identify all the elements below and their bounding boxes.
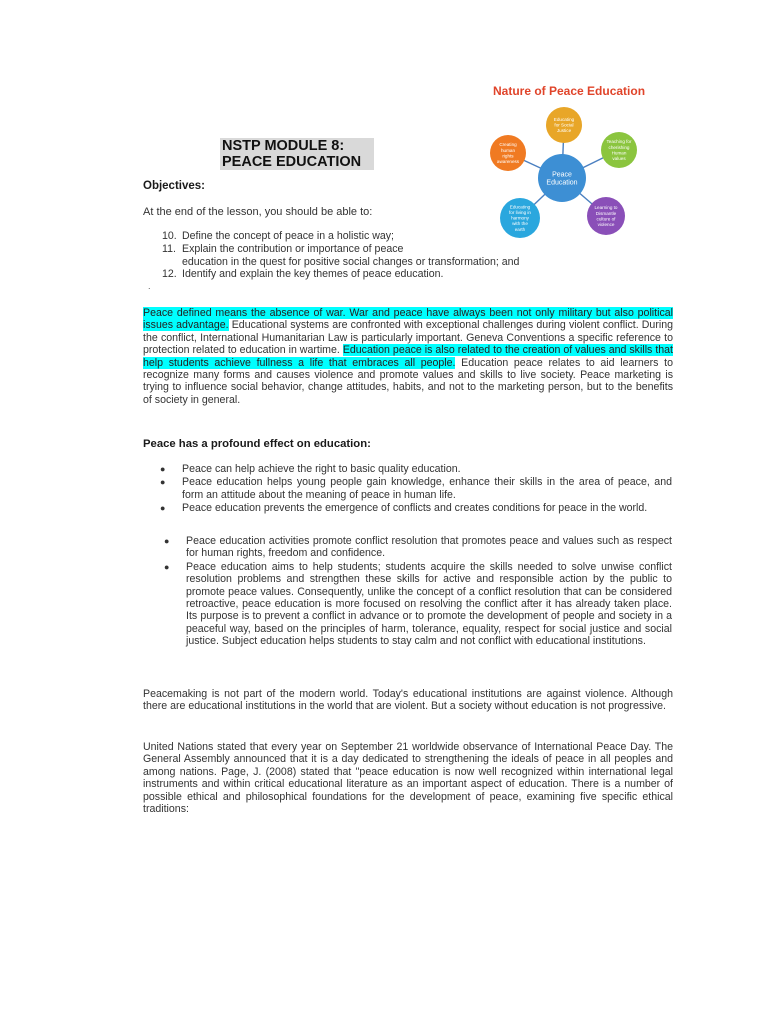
title-line-1: NSTP MODULE 8: [222, 138, 345, 154]
svg-text:for Social: for Social [554, 122, 574, 128]
objectives-intro: At the end of the lesson, you should be able to: [143, 206, 373, 218]
section-heading: Peace has a profound effect on education: [143, 438, 371, 450]
list-item: ● Peace education helps young people gain knowledge, enhance their skills in the area of peace, and form an attitude about the meaning of peace in human life. [160, 476, 672, 501]
paragraph: Peacemaking is not part of the modern world. Today's educational institutions are against violence. Although there are educational institutions in the world that are violent. But a society without education is not progressive. [143, 688, 673, 713]
svg-text:harmony: harmony [511, 215, 529, 221]
svg-text:Human: Human [611, 150, 627, 156]
bullet-icon: ● [160, 477, 166, 488]
svg-text:Education: Education [546, 179, 578, 187]
objectives-heading: Objectives: [143, 180, 205, 192]
svg-text:Justice: Justice [556, 128, 572, 134]
svg-text:violence: violence [597, 222, 615, 228]
svg-text:Educating: Educating [509, 204, 531, 210]
svg-text:cherishing: cherishing [608, 144, 630, 150]
svg-text:culture of: culture of [596, 216, 616, 222]
bullet-list-a [160, 463, 672, 516]
diagram-node [490, 135, 526, 171]
bullet-icon: ● [160, 503, 166, 514]
bullet-icon: ● [164, 561, 170, 572]
paragraph: United Nations stated that every year on September 21 worldwide observance of International Peace Day. The General Assembly announced that it is a day dedicated to strengthening the ideals of peace in all peoples and among nations. Page, J. (2008) stated that "peace education is now well recognized within international legal instruments and within critical educational literature as an important aspect of education. There is a number of possible ethical and philosophical foundations for the development of peace, examining five specific ethical traditions: [143, 741, 673, 816]
stray-mark: . [148, 281, 151, 291]
diagram-title: Nature of Peace Education [493, 84, 646, 98]
list-item: ● Peace education prevents the emergence of conflicts and creates conditions for peace in the world. [160, 502, 648, 515]
page-title [220, 138, 374, 170]
svg-text:rights: rights [502, 153, 514, 159]
svg-text:Educating: Educating [553, 117, 575, 123]
svg-text:human: human [500, 147, 516, 153]
list-item-continuation: education in the quest for positive social changes or transformation; and [182, 255, 520, 268]
svg-text:for living in: for living in [509, 210, 531, 216]
svg-text:Peace: Peace [552, 171, 572, 179]
diagram-node [546, 107, 582, 143]
bullet-list-b [164, 535, 672, 649]
list-item: 11. Explain the contribution or importance of peace [162, 242, 404, 255]
list-item: 10. Define the concept of peace in a holistic way; [162, 230, 394, 242]
bullet-icon: ● [164, 536, 170, 546]
intro-paragraph: Peace defined means the absence of war. War and peace have always been not only military but also political issues advantage. Educational systems are confronted with exceptional challenges during violent conflict. During the conflict, International Humanitarian Law is particularly important. Geneva Conventions a specific reference to protection related to education in wartime. Education peace is also related to the creation of values and skills that help students achieve fullness a life that embraces all people. Education peace relates to aid learners to recognize many forms and causes violence and promote values and skills to live society. Peace marketing is trying to influence social behavior, change attitudes, habits, and not to the marketing person, but to the benefits of society in general. [143, 307, 673, 406]
svg-text:awareness: awareness [496, 159, 520, 165]
list-item: 12. Identify and explain the key themes of peace education. [162, 268, 444, 281]
bullet-icon: ● [160, 464, 166, 474]
svg-text:Dismantle: Dismantle [595, 210, 617, 216]
highlighted-text: Education peace is also related to the creation of values and skills that help students achieve fullness a life that embraces all people. [143, 344, 673, 369]
diagram-center [538, 154, 586, 202]
peace-education-diagram [480, 80, 660, 250]
svg-text:Creating: Creating [499, 142, 517, 148]
diagram-node [601, 132, 637, 168]
svg-text:earth: earth [514, 226, 526, 232]
objectives-list [162, 230, 602, 281]
title-line-2: PEACE EDUCATION [222, 154, 362, 170]
list-item: ● Peace education aims to help students; students acquire the skills needed to solve unwise conflict resolution problems and strengthen these skills for active and responsible action by the public to promote peace values. Consequently, unlike the concept of a conflict resolution that can be considered retroactive, peace education is more focused on resolving the conflict after it has already taken place. Its purpose is to prevent a conflict in advance or to promote the development of people and society in a peaceful way, based on the principles of harm, tolerance, equality, respect for social justice and social justice. Subject education helps students to stay calm and not conflict with educational institutions. [164, 560, 672, 648]
svg-text:with the: with the [512, 221, 528, 227]
svg-text:Teaching for: Teaching for [606, 139, 632, 145]
highlighted-text: Peace defined means the absence of war. War and peace have always been not only military but also political issues advantage. [143, 307, 673, 332]
svg-text:Learning to: Learning to [594, 205, 618, 211]
list-item: ● Peace can help achieve the right to basic quality education. [160, 463, 461, 475]
svg-text:values: values [612, 156, 626, 162]
list-item: ● Peace education activities promote conflict resolution that promotes peace and values such as respect for human rights, freedom and confidence. [164, 535, 672, 560]
